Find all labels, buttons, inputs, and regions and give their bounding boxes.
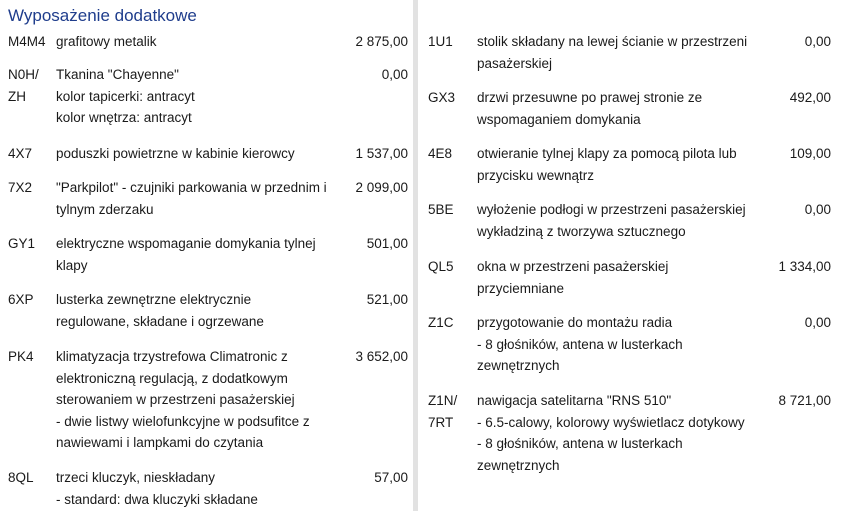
item-code: 6XP [8, 292, 34, 307]
item-price: 0,00 [804, 315, 831, 330]
item-price: 492,00 [789, 90, 831, 105]
item-description: stolik składany na lewej ścianie w przestrzeni pasażerskiej [477, 34, 748, 71]
item-description: nawigacja satelitarna "RNS 510" - 6.5-calowy, kolorowy wyświetlacz dotykowy - 8 głośników, antena w lusterkach zewnętrznych [477, 393, 745, 473]
item-description: drzwi przesuwne po prawej stronie ze wspomaganiem domykania [477, 90, 703, 127]
item-description: trzeci kluczyk, nieskładany - standard: dwa kluczyki składane [56, 470, 258, 507]
item-description: przygotowanie do montażu radia - 8 głośników, antena w lusterkach zewnętrznych [477, 315, 683, 373]
item-price: 0,00 [381, 67, 408, 82]
item-description: poduszki powietrzne w kabinie kierowcy [56, 146, 295, 161]
item-price: 501,00 [366, 236, 408, 251]
item-description: elektryczne wspomaganie domykania tylnej klapy [56, 236, 316, 273]
item-description: klimatyzacja trzystrefowa Climatronic z elektroniczną regulacją, z dodatkowym sterowaniem w przestrzeni pasażerskiej - dwie listwy wielofunkcyjne w podsufitce z nawiewami i lampkami do czytania [56, 349, 310, 450]
item-code: 4E8 [428, 146, 453, 161]
item-description: wyłożenie podłogi w przestrzeni pasażerskiej wykładziną z tworzywa sztucznego [477, 202, 746, 239]
item-code: N0H/ ZH [8, 67, 39, 104]
item-code: Z1N/ 7RT [428, 393, 458, 430]
item-description: okna w przestrzeni pasażerskiej przyciemniane [477, 259, 669, 296]
item-price: 1 537,00 [355, 146, 408, 161]
item-code: 8QL [8, 470, 34, 485]
item-description: grafitowy metalik [56, 34, 157, 49]
item-code: 7X2 [8, 180, 33, 195]
item-price: 0,00 [804, 34, 831, 49]
item-price: 521,00 [366, 292, 408, 307]
item-price: 2 875,00 [355, 34, 408, 49]
page-title: Wyposażenie dodatkowe [8, 6, 197, 25]
item-description: Tkanina "Chayenne" kolor tapicerki: antracyt kolor wnętrza: antracyt [56, 67, 195, 125]
item-price: 0,00 [804, 202, 831, 217]
item-code: Z1C [428, 315, 454, 330]
column-divider [413, 0, 418, 511]
item-price: 1 334,00 [778, 259, 831, 274]
item-price: 2 099,00 [355, 180, 408, 195]
item-code: M4M4 [8, 34, 46, 49]
item-code: 4X7 [8, 146, 33, 161]
item-code: QL5 [428, 259, 454, 274]
item-price: 57,00 [374, 470, 408, 485]
item-code: GY1 [8, 236, 36, 251]
item-price: 109,00 [789, 146, 831, 161]
item-description: "Parkpilot" - czujniki parkowania w przednim i tylnym zderzaku [56, 180, 327, 217]
item-code: GX3 [428, 90, 456, 105]
item-price: 8 721,00 [778, 393, 831, 408]
item-description: otwieranie tylnej klapy za pomocą pilota lub przycisku wewnątrz [477, 146, 737, 183]
item-description: lusterka zewnętrzne elektrycznie regulowane, składane i ogrzewane [56, 292, 264, 329]
item-price: 3 652,00 [355, 349, 408, 364]
item-code: 1U1 [428, 34, 453, 49]
item-code: 5BE [428, 202, 454, 217]
item-code: PK4 [8, 349, 34, 364]
